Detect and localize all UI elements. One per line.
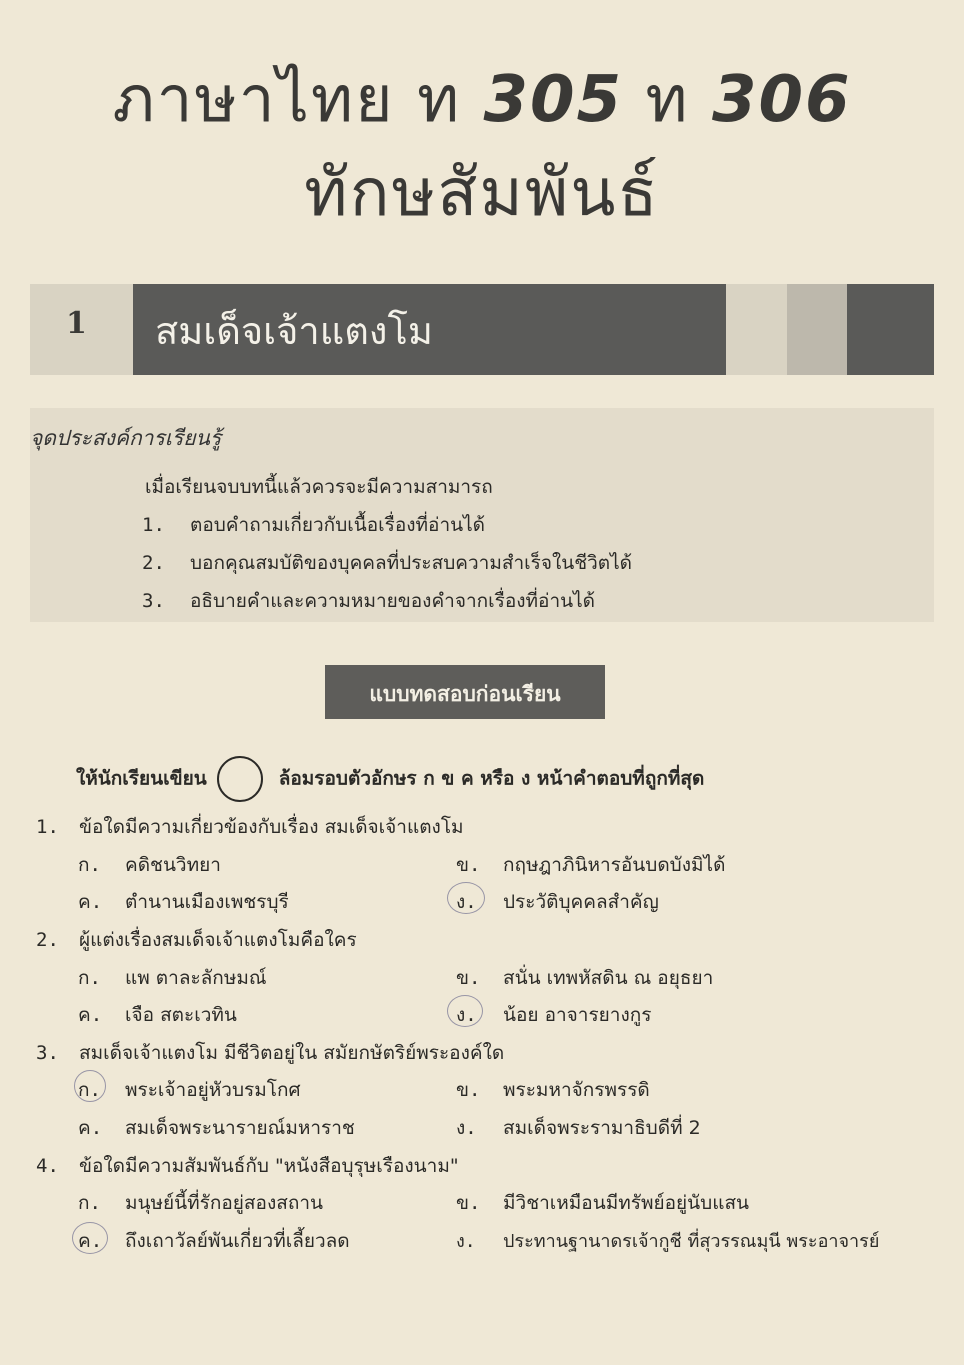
option-label: ง.: [456, 1117, 477, 1139]
option-text: มนุษย์นี้ที่รักอยู่สองสถาน: [125, 1192, 323, 1214]
option-text: พระเจ้าอยู่หัวบรมโกศ: [125, 1079, 301, 1101]
option-item[interactable]: [78, 1188, 323, 1218]
option-text: กฤษฎาภินิหารอันบดบังมิได้: [503, 854, 726, 876]
option-text: สนั่น เทพหัสดิน ณ อยุธยา: [503, 967, 714, 989]
chapter-title: สมเด็จเจ้าแตงโม: [155, 309, 433, 353]
option-item[interactable]: [456, 1000, 651, 1030]
option-item[interactable]: [456, 1113, 701, 1143]
pretest-label-box: [325, 665, 605, 719]
pen-circle-mark: [74, 1070, 106, 1102]
option-item[interactable]: [78, 1075, 301, 1105]
question-3: [36, 1038, 504, 1068]
question-text: สมเด็จเจ้าแตงโม มีชีวิตอยู่ใน สมัยกษัตริย์พระองค์ใด: [79, 1042, 505, 1064]
option-item[interactable]: [456, 963, 713, 993]
pretest-instruction: [76, 756, 704, 802]
objectives-intro: เมื่อเรียนจบบทนี้แล้วควรจะมีความสามารถ: [145, 476, 493, 498]
option-text: แพ ตาละลักษมณ์: [125, 967, 267, 989]
objective-item: [142, 510, 485, 540]
title-mid: ท: [623, 63, 712, 137]
question-text: ข้อใดมีความเกี่ยวข้องกับเรื่อง สมเด็จเจ้าแตงโม: [79, 816, 464, 838]
objective-item: [142, 586, 595, 616]
question-number: 4.: [36, 1155, 59, 1177]
option-text: มีวิชาเหมือนมีทรัพย์อยู่นับแสน: [503, 1192, 750, 1214]
option-label: ก.: [78, 1192, 101, 1214]
objectives-heading: จุดประสงค์การเรียนรู้: [30, 426, 222, 450]
page-title: [0, 48, 964, 150]
objective-number: 1.: [142, 514, 165, 536]
learning-objectives-box: [30, 408, 934, 622]
question-1: [36, 812, 464, 842]
objective-number: 3.: [142, 590, 165, 612]
option-label: ก.: [78, 967, 101, 989]
option-item[interactable]: [456, 1188, 749, 1218]
option-label: ค.: [78, 1004, 103, 1026]
question-2: [36, 925, 357, 955]
option-item[interactable]: [78, 963, 267, 993]
option-text: ประทานฐานาดรเจ้ากูชี ที่สุวรรณมุนี พระอาจารย์: [503, 1231, 880, 1252]
option-label: ก.: [78, 854, 101, 876]
pen-circle-mark: [72, 1222, 108, 1254]
course-code-1: 305: [483, 63, 624, 137]
option-label: ค.: [78, 1230, 103, 1252]
instruction-before: ให้นักเรียนเขียน: [76, 767, 207, 790]
objective-number: 2.: [142, 552, 165, 574]
option-item[interactable]: [78, 1000, 237, 1030]
option-text: ประวัติบุคคลสำคัญ: [503, 891, 659, 913]
option-label: ง.: [456, 891, 477, 913]
question-number: 1.: [36, 816, 59, 838]
objective-text: อธิบายคำและความหมายของคำจากเรื่องที่อ่านได้: [190, 590, 596, 612]
option-item[interactable]: [78, 1226, 350, 1256]
option-label: ข.: [456, 967, 481, 989]
option-text: เจือ สตะเวทิน: [125, 1004, 237, 1026]
option-label: ก.: [78, 1079, 101, 1101]
question-number: 2.: [36, 929, 59, 951]
option-label: ข.: [456, 854, 481, 876]
option-text: สมเด็จพระรามาธิบดีที่ 2: [503, 1117, 701, 1139]
option-item[interactable]: [456, 850, 725, 880]
band-decor-dark: [847, 284, 934, 375]
question-text: ผู้แต่งเรื่องสมเด็จเจ้าแตงโมคือใคร: [79, 929, 357, 951]
book-subtitle: ทักษสัมพันธ์: [304, 154, 660, 231]
option-label: ง.: [456, 1231, 476, 1252]
option-item[interactable]: [78, 887, 289, 917]
title-prefix: ภาษาไทย ท: [112, 63, 484, 137]
option-text: คดิชนวิทยา: [125, 854, 221, 876]
circle-icon: [217, 756, 263, 802]
question-4: [36, 1151, 459, 1181]
option-item[interactable]: [456, 887, 659, 917]
option-text: สมเด็จพระนารายณ์มหาราช: [125, 1117, 355, 1139]
pen-circle-mark: [447, 995, 483, 1027]
option-label: ง.: [456, 1004, 477, 1026]
option-label: ข.: [456, 1192, 481, 1214]
instruction-after: ล้อมรอบตัวอักษร ก ข ค หรือ ง หน้าคำตอบที่ถูกที่สุด: [278, 767, 705, 790]
option-text: ถึงเถาวัลย์พันเกี่ยวที่เลี้ยวลด: [125, 1230, 350, 1252]
course-code-2: 306: [711, 63, 852, 137]
chapter-number: 1: [66, 306, 87, 341]
option-item[interactable]: [456, 1226, 879, 1255]
option-text: พระมหาจักรพรรดิ: [503, 1079, 650, 1101]
option-label: ค.: [78, 1117, 103, 1139]
option-text: ตำนานเมืองเพชรบุรี: [125, 891, 289, 913]
option-label: ข.: [456, 1079, 481, 1101]
objective-text: ตอบคำถามเกี่ยวกับเนื้อเรื่องที่อ่านได้: [190, 514, 486, 536]
objective-item: [142, 548, 632, 578]
question-text: ข้อใดมีความสัมพันธ์กับ "หนังสือบุรุษเรืองนาม": [79, 1155, 459, 1177]
option-label: ค.: [78, 891, 103, 913]
band-decor-light: [787, 284, 847, 375]
option-item[interactable]: [78, 850, 221, 880]
pretest-label: แบบทดสอบก่อนเรียน: [369, 682, 561, 706]
option-item[interactable]: [78, 1113, 355, 1143]
objective-text: บอกคุณสมบัติของบุคคลที่ประสบความสำเร็จในชีวิตได้: [190, 552, 633, 574]
pen-circle-mark: [447, 882, 485, 914]
question-number: 3.: [36, 1042, 59, 1064]
option-item[interactable]: [456, 1075, 650, 1105]
option-text: น้อย อาจารยางกูร: [503, 1004, 652, 1026]
chapter-title-box: [133, 284, 726, 375]
chapter-header-band: [30, 284, 934, 375]
